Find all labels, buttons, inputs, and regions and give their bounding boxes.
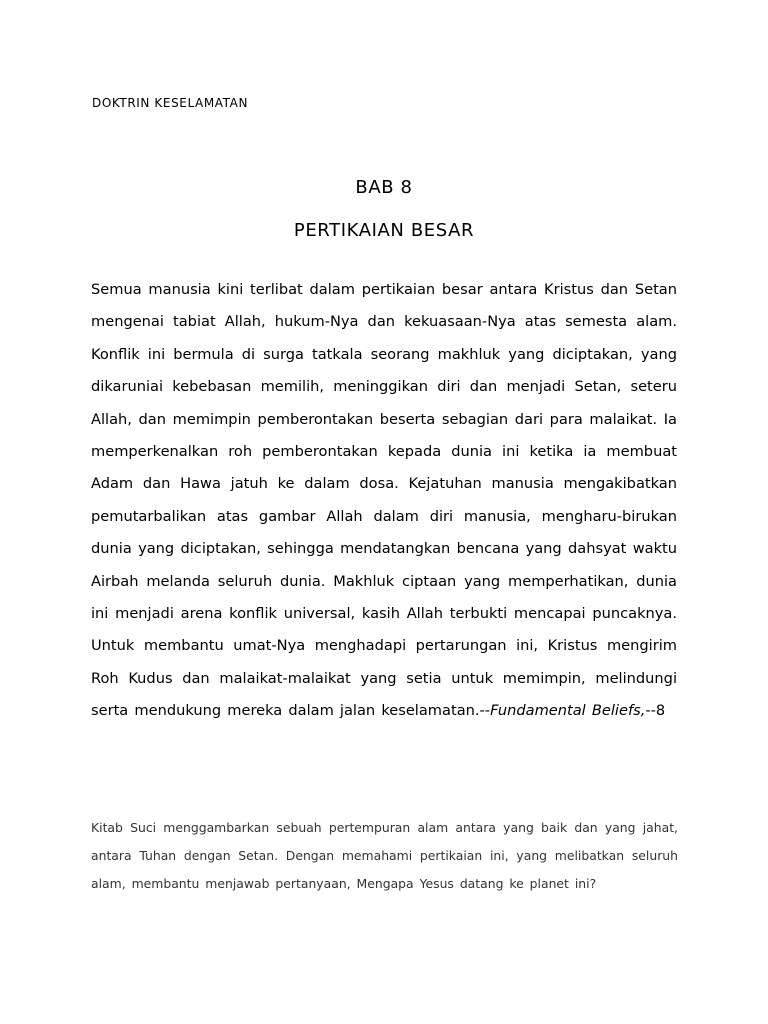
chapter-number: BAB 8 bbox=[355, 177, 413, 198]
main-paragraph-text: Semua manusia kini terlibat dalam pertikaian besar antara Kristus dan Setan mengenai tabiat Allah, hukum-Nya dan kekuasaan-Nya atas semesta alam. Konflik ini bermula di surga tatkala seorang makhluk yang diciptakan, yang dikaruniai kebebasan memilih, meninggikan diri dan menjadi Setan, seteru Allah, dan memimpin pemberontakan beserta sebagian dari para malaikat. Ia memperkenalkan roh pemberontakan kepada dunia ini ketika ia membuat Adam dan Hawa jatuh ke dalam dosa. Kejatuhan manusia mengakibatkan pemutarbalikan atas gambar Allah dalam diri manusia, mengharu-birukan dunia yang diciptakan, sehingga mendatangkan bencana yang dahsyat waktu Airbah melanda seluruh dunia. Makhluk ciptaan yang memperhatikan, dunia ini menjadi arena konflik universal, kasih Allah terbukti mencapai puncaknya. Untuk membantu umat-Nya menghadapi pertarungan ini, Kristus mengirim Roh Kudus dan malaikat-malaikat yang setia untuk memimpin, melindungi serta mendukung mereka dalam jalan keselamatan.-- bbox=[91, 281, 677, 720]
citation-suffix: --8 bbox=[645, 702, 666, 720]
intro-paragraph: Kitab Suci menggambarkan sebuah pertempuran alam antara yang baik dan yang jahat, antara Tuhan dengan Setan. Dengan memahami pertikaian ini, yang melibatkan seluruh alam, membantu menjawab pertanyaan, Mengapa Yesus datang ke planet ini? bbox=[91, 820, 678, 891]
running-header: DOKTRIN KESELAMATAN bbox=[92, 96, 249, 110]
chapter-title: PERTIKAIAN BESAR bbox=[293, 220, 475, 241]
citation-title: Fundamental Beliefs, bbox=[490, 702, 646, 720]
main-paragraph bbox=[91, 274, 677, 728]
